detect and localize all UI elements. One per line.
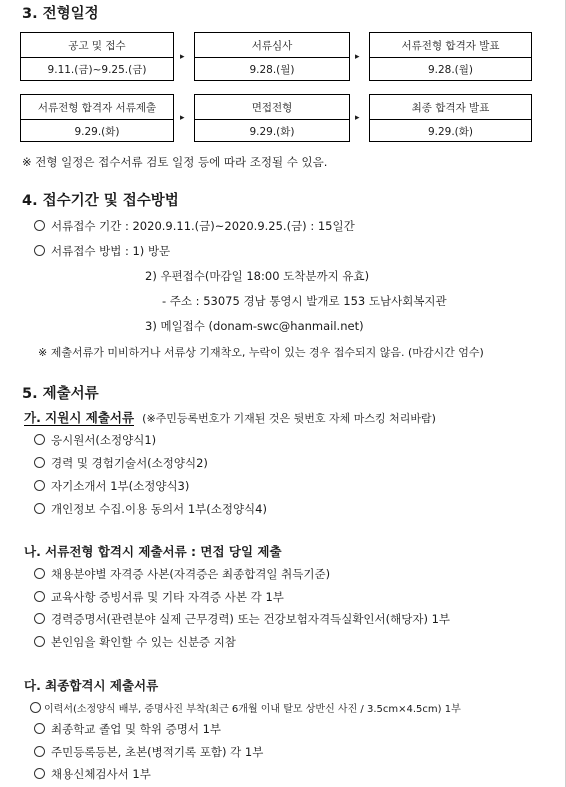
schedule-date: 9.28.(월) <box>249 64 295 76</box>
schedule-label: 면접전형 <box>195 95 349 120</box>
circle-bullet-icon <box>30 702 41 713</box>
circle-bullet-icon <box>34 480 45 491</box>
list-item-text: 주민등록등본, 초본(병적기록 포함) 각 1부 <box>51 745 264 759</box>
schedule-note: ※ 전형 일정은 접수서류 검토 일정 등에 따라 조정될 수 있음. <box>22 155 328 169</box>
arrow-icon: ▸ <box>180 52 185 62</box>
subsection-a-note: (※주민등록번호가 기재된 것은 뒷번호 자체 마스킹 처리바람) <box>142 412 436 425</box>
schedule-label: 최종 합격자 발표 <box>370 95 531 120</box>
schedule-box-final-result <box>369 94 532 142</box>
circle-bullet-icon <box>34 636 45 647</box>
schedule-date: 9.29.(화) <box>427 126 474 138</box>
circle-bullet-icon <box>34 503 45 514</box>
list-item-text: 경력증명서(관련분야 실제 근무경력) 또는 건강보험자격득실확인서(해당자) 1부 <box>51 612 451 626</box>
section3-title: 3. 전형일정 <box>22 6 99 22</box>
circle-bullet-icon <box>34 591 45 602</box>
schedule-box-interview <box>194 94 350 142</box>
list-item <box>34 432 156 448</box>
schedule-date: 9.29.(화) <box>249 126 295 138</box>
schedule-date: 9.11.(금)~9.25.(금) <box>47 64 147 76</box>
section4-title: 4. 접수기간 및 접수방법 <box>22 193 179 209</box>
schedule-date: 9.28.(월) <box>427 64 474 76</box>
list-item-text: 본인임을 확인할 수 있는 신분증 지참 <box>51 635 236 649</box>
schedule-box-doc-submit <box>20 94 174 142</box>
list-item-text: 교육사항 증빙서류 및 기타 자격증 사본 각 1부 <box>51 590 284 604</box>
schedule-label: 서류심사 <box>195 33 349 58</box>
list-item-text: 최종학교 졸업 및 학위 증명서 1부 <box>51 722 222 736</box>
subsection-a-title: 가. 지원시 제출서류 <box>24 410 135 425</box>
list-item <box>34 455 208 471</box>
address-text: - 주소 : 53075 경남 통영시 발개로 153 도남사회복지관 <box>162 294 447 308</box>
circle-bullet-icon <box>34 245 45 256</box>
list-item <box>34 721 221 737</box>
list-item-text: 응시원서(소정양식1) <box>51 433 157 447</box>
schedule-date: 9.29.(화) <box>74 126 120 138</box>
subsection-a-header <box>24 407 436 426</box>
list-item <box>34 478 189 494</box>
list-item <box>34 634 236 650</box>
arrow-icon: ▸ <box>180 113 185 123</box>
subsection-b-title: 나. 서류전형 합격시 제출서류 : 면접 당일 제출 <box>24 544 282 559</box>
circle-bullet-icon <box>34 457 45 468</box>
submission-note: ※ 제출서류가 미비하거나 서류상 기재착오, 누락이 있는 경우 접수되지 않음. (마감시간 엄수) <box>38 346 484 359</box>
circle-bullet-icon <box>34 434 45 445</box>
list-item-text: 이력서(소정양식 배부, 증명사진 부착(최근 6개월 이내 탈모 상반신 사진 / 3.5cm×4.5cm) 1부 <box>44 704 461 715</box>
subsection-c-title: 다. 최종합격시 제출서류 <box>24 678 159 693</box>
schedule-box-announcement <box>20 32 174 81</box>
method-mail-post: 2) 우편접수(마감일 18:00 도착분까지 유효) <box>145 269 370 283</box>
schedule-box-screening <box>194 32 350 81</box>
arrow-icon: ▸ <box>355 113 360 123</box>
circle-bullet-icon <box>34 723 45 734</box>
schedule-label: 서류전형 합격자 발표 <box>370 33 531 58</box>
schedule-label: 공고 및 접수 <box>21 33 173 58</box>
list-item <box>34 566 330 582</box>
list-item-text: 개인정보 수집.이용 동의서 1부(소정양식4) <box>51 502 267 516</box>
section5-title: 5. 제출서류 <box>22 386 99 402</box>
arrow-icon: ▸ <box>355 52 360 62</box>
list-item-text: 자기소개서 1부(소정양식3) <box>51 479 190 493</box>
circle-bullet-icon <box>34 746 45 757</box>
schedule-box-doc-result <box>369 32 532 81</box>
list-item-text: 경력 및 경험기술서(소정양식2) <box>51 456 208 470</box>
list-item <box>34 766 151 782</box>
method-text: 서류접수 방법 : 1) 방문 <box>51 244 171 258</box>
list-item <box>30 700 461 715</box>
list-item <box>34 589 284 605</box>
circle-bullet-icon <box>34 613 45 624</box>
period-text: 서류접수 기간 : 2020.9.11.(금)~2020.9.25.(금) : 15일간 <box>51 219 355 233</box>
list-item <box>34 611 450 627</box>
list-item <box>34 744 263 760</box>
circle-bullet-icon <box>34 768 45 779</box>
method-email: 3) 메일접수 (donam-swc@hanmail.net) <box>145 319 364 333</box>
circle-bullet-icon <box>34 220 45 231</box>
period-item <box>34 218 355 234</box>
list-item-text: 채용신체검사서 1부 <box>51 767 151 781</box>
list-item <box>34 501 267 517</box>
circle-bullet-icon <box>34 568 45 579</box>
schedule-label: 서류전형 합격자 서류제출 <box>21 95 173 120</box>
list-item-text: 채용분야별 자격증 사본(자격증은 최종합격일 취득기준) <box>51 567 331 581</box>
method-item <box>34 243 170 259</box>
